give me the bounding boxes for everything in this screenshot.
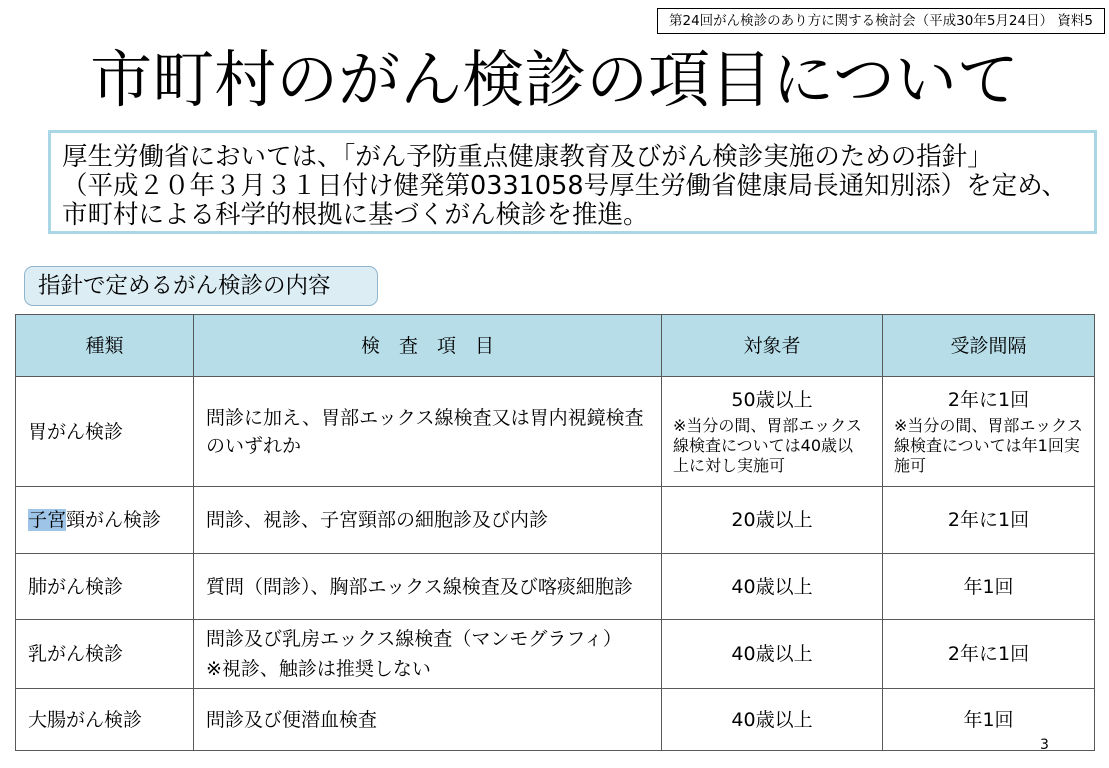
table-row [16, 689, 1095, 751]
table-row [16, 620, 1095, 689]
items-cell [194, 620, 662, 689]
meeting-reference-note: 第24回がん検診のあり方に関する検討会（平成30年5月24日） 資料5 [657, 8, 1105, 34]
target-cell: 40歳以上 [662, 689, 883, 751]
intro-line: （平成２０年３月３１日付け健発第0331058号厚生労働省健康局長通知別添）を定め、 [62, 171, 1068, 201]
interval-cell: 年1回 [883, 689, 1095, 751]
type-cell [16, 487, 194, 554]
type-cell: 肺がん検診 [16, 554, 194, 620]
table-row [16, 377, 1095, 487]
interval-cell: 2年に1回 [883, 487, 1095, 554]
table-row [16, 554, 1095, 620]
items-cell: 問診、視診、子宮頸部の細胞診及び内診 [194, 487, 662, 554]
type-cell: 乳がん検診 [16, 620, 194, 689]
section-label: 指針で定めるがん検診の内容 [24, 266, 378, 306]
cancer-screening-table [15, 314, 1095, 751]
table-header-row [16, 315, 1095, 377]
page-number: 3 [1040, 737, 1049, 753]
interval-cell: 2年に1回 [883, 620, 1095, 689]
type-cell: 胃がん検診 [16, 377, 194, 487]
items-text: 問診及び乳房エックス線検査（マンモグラフィ） [206, 628, 622, 650]
column-header-target: 対象者 [662, 315, 883, 377]
items-note: ※視診、触診は推奨しない [206, 658, 431, 680]
target-note: ※当分の間、胃部エックス線検査については40歳以上に対し実施可 [673, 416, 862, 475]
interval-cell [883, 377, 1095, 487]
table-row [16, 487, 1095, 554]
intro-line: 厚生労働省においては、「がん予防重点健康教育及びがん検診実施のための指針」 [62, 142, 993, 172]
column-header-items: 検 査 項 目 [194, 315, 662, 377]
target-value: 50歳以上 [731, 389, 813, 411]
target-cell [662, 377, 883, 487]
text-selection-highlight: 子宮 [28, 509, 67, 531]
column-header-type: 種類 [16, 315, 194, 377]
target-cell: 40歳以上 [662, 554, 883, 620]
interval-value: 2年に1回 [947, 389, 1030, 411]
intro-line: 市町村による科学的根拠に基づくがん検診を推進。 [62, 200, 649, 230]
items-cell: 質問（問診）、胸部エックス線検査及び喀痰細胞診 [194, 554, 662, 620]
interval-note: ※当分の間、胃部エックス線検査については年1回実施可 [894, 416, 1083, 475]
interval-cell: 年1回 [883, 554, 1095, 620]
type-text: 頸がん検診 [66, 509, 162, 531]
target-cell: 40歳以上 [662, 620, 883, 689]
page-title: 市町村のがん検診の項目について [90, 43, 1019, 116]
target-cell: 20歳以上 [662, 487, 883, 554]
type-cell: 大腸がん検診 [16, 689, 194, 751]
items-cell: 問診及び便潜血検査 [194, 689, 662, 751]
items-cell: 問診に加え、胃部エックス線検査又は胃内視鏡検査のいずれか [194, 377, 662, 487]
intro-box [48, 130, 1097, 234]
column-header-interval: 受診間隔 [883, 315, 1095, 377]
